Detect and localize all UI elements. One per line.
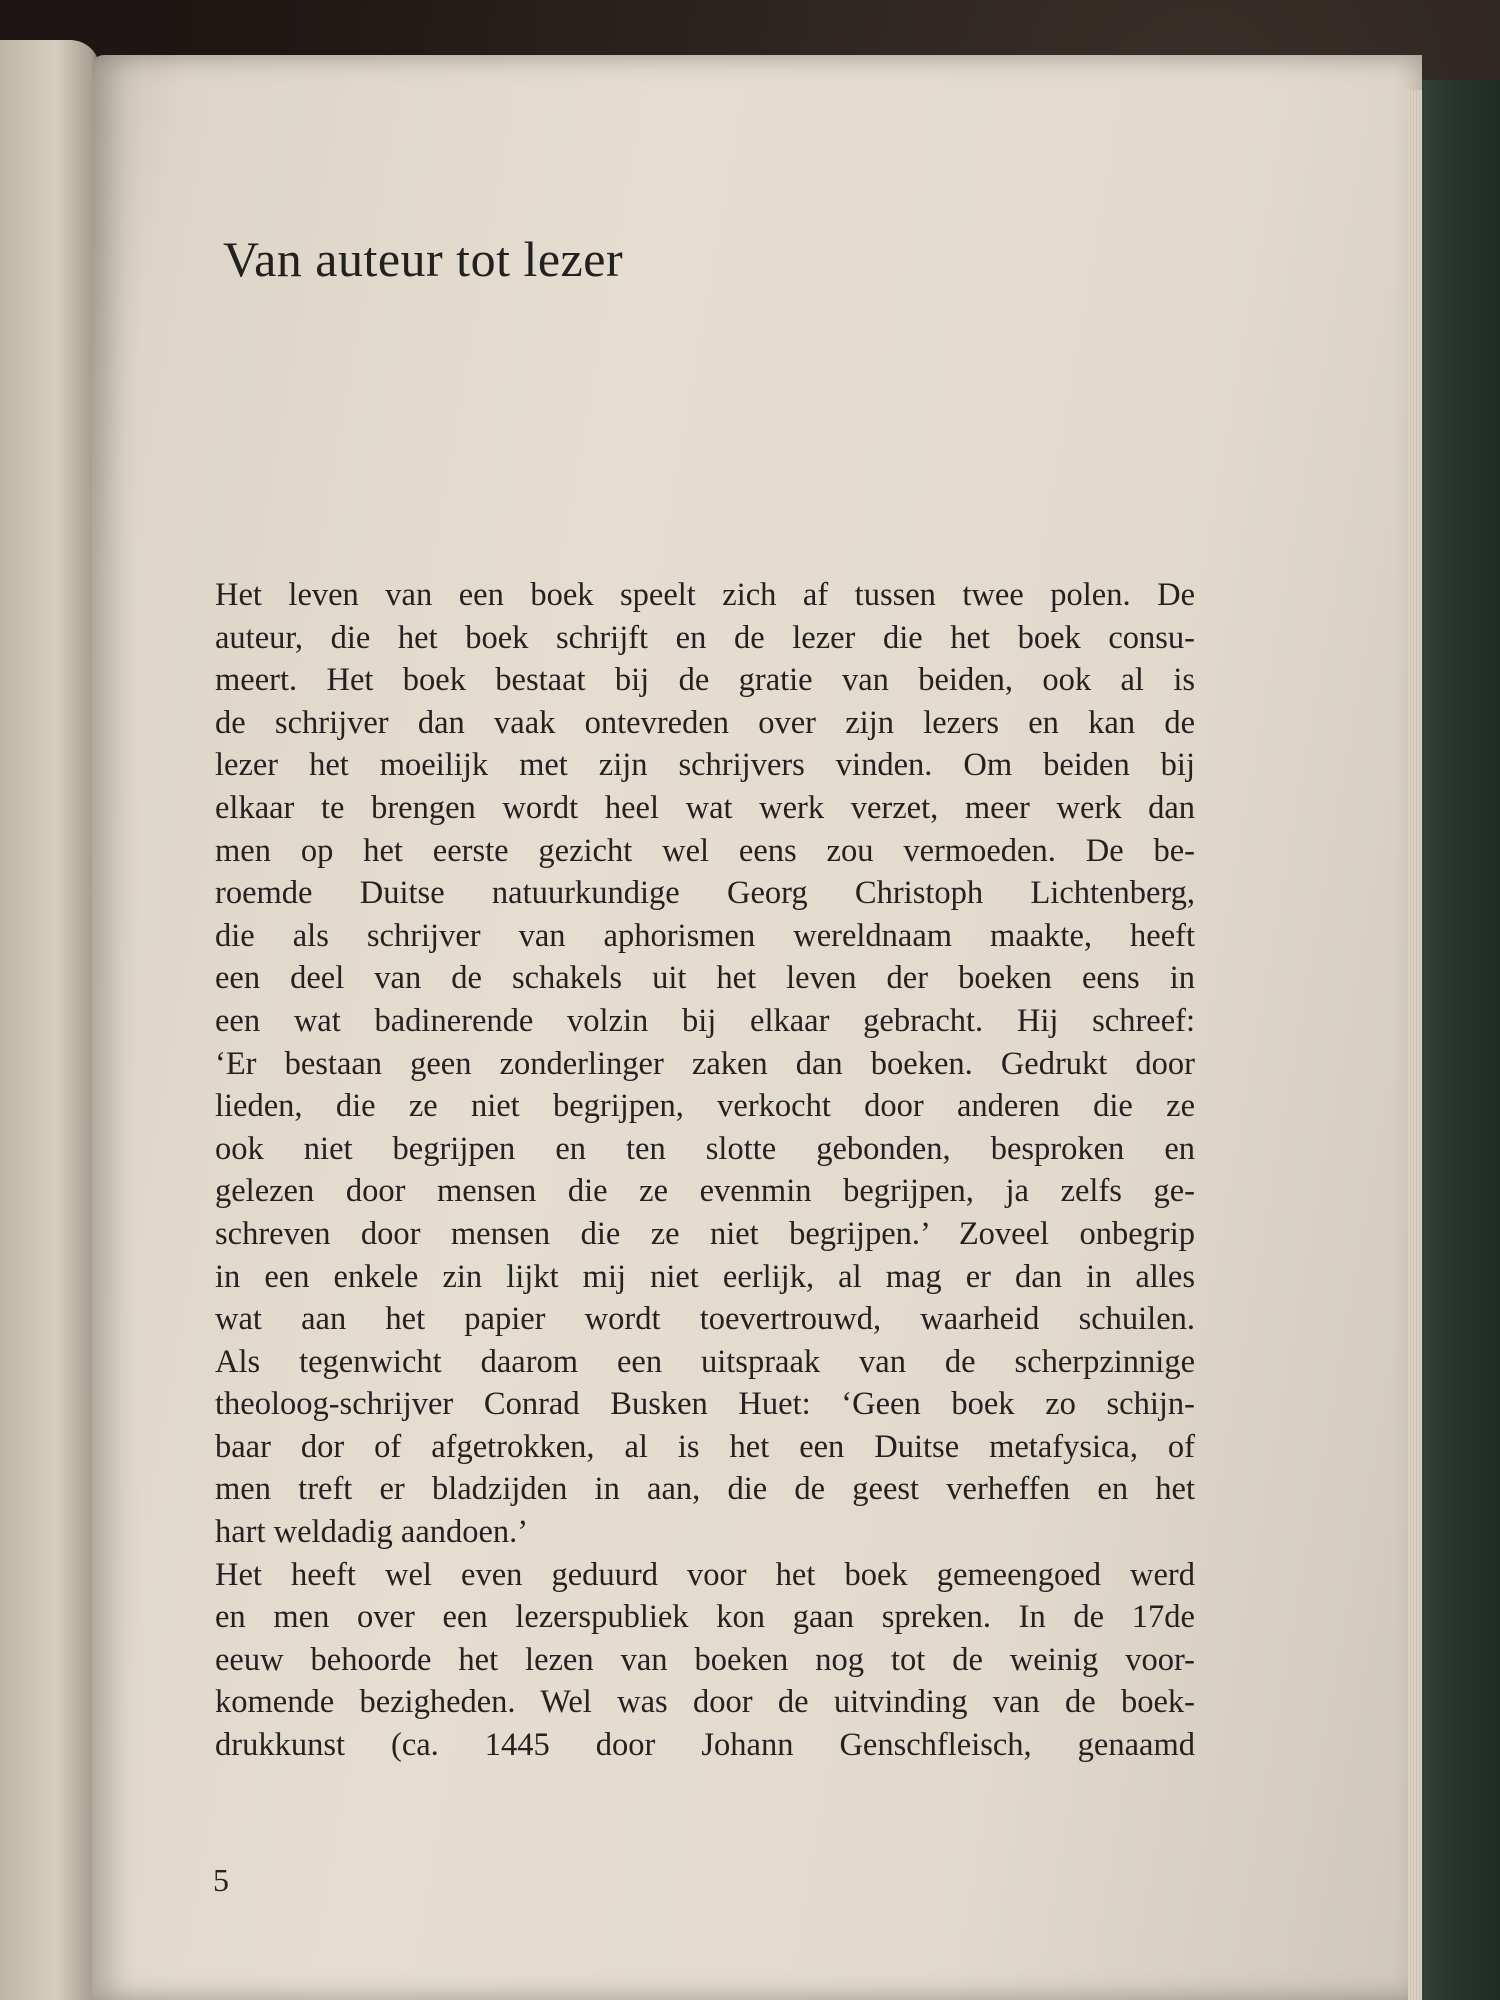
text-line: die als schrijver van aphorismen wereldnaam maakte, heeft <box>215 917 1195 954</box>
text-line: lezer het moeilijk met zijn schrijvers vinden. Om beiden bij <box>215 747 1195 784</box>
text-line: gelezen door mensen die ze evenmin begrijpen, ja zelfs ge- <box>215 1173 1195 1210</box>
text-line: een wat badinerende volzin bij elkaar gebracht. Hij schreef: <box>215 1002 1195 1039</box>
text-line: drukkunst (ca. 1445 door Johann Genschfleisch, genaamd <box>215 1727 1195 1764</box>
text-line: eeuw behoorde het lezen van boeken nog tot de weinig voor- <box>215 1641 1195 1678</box>
text-line: elkaar te brengen wordt heel wat werk verzet, meer werk dan <box>215 789 1195 826</box>
text-line: hart weldadig aandoen.’ <box>215 1514 529 1551</box>
text-line: in een enkele zin lijkt mij niet eerlijk, al mag er dan in alles <box>215 1258 1195 1295</box>
page-stack-edge <box>1408 90 1422 2000</box>
text-line: schreven door mensen die ze niet begrijpen.’ Zoveel onbegrip <box>215 1215 1195 1252</box>
page-number: 5 <box>213 1862 229 1898</box>
facing-page <box>0 40 100 2000</box>
text-line: theoloog-schrijver Conrad Busken Huet: ‘Geen boek zo schijn- <box>215 1386 1195 1423</box>
text-line: men treft er bladzijden in aan, die de geest verheffen en het <box>215 1471 1195 1508</box>
text-line: en men over een lezerspubliek kon gaan spreken. In de 17de <box>215 1599 1195 1636</box>
text-line: men op het eerste gezicht wel eens zou vermoeden. De be- <box>215 832 1195 869</box>
text-line: wat aan het papier wordt toevertrouwd, waarheid schuilen. <box>215 1301 1195 1338</box>
text-line: Het heeft wel even geduurd voor het boek gemeengoed werd <box>215 1556 1195 1593</box>
body-text <box>215 574 1195 1767</box>
text-line: lieden, die ze niet begrijpen, verkocht door anderen die ze <box>215 1088 1195 1125</box>
text-line: roemde Duitse natuurkundige Georg Christoph Lichtenberg, <box>215 875 1195 912</box>
text-line: Het leven van een boek speelt zich af tussen twee polen. De <box>215 577 1195 613</box>
text-line: Als tegenwicht daarom een uitspraak van de scherpzinnige <box>215 1343 1195 1380</box>
text-line: de schrijver dan vaak ontevreden over zijn lezers en kan de <box>215 704 1195 741</box>
text-line: een deel van de schakels uit het leven der boeken eens in <box>215 960 1195 997</box>
text-line: baar dor of afgetrokken, al is het een Duitse metafysica, of <box>215 1428 1195 1465</box>
text-line: komende bezigheden. Wel was door de uitvinding van de boek- <box>215 1684 1195 1721</box>
text-line: ook niet begrijpen en ten slotte gebonden, besproken en <box>215 1130 1195 1167</box>
text-line: meert. Het boek bestaat bij de gratie van beiden, ook al is <box>215 662 1195 699</box>
text-line: ‘Er bestaan geen zonderlinger zaken dan boeken. Gedrukt door <box>215 1045 1195 1082</box>
chapter-title: Van auteur tot lezer <box>223 231 624 287</box>
text-line: auteur, die het boek schrijft en de lezer die het boek consu- <box>215 619 1195 656</box>
